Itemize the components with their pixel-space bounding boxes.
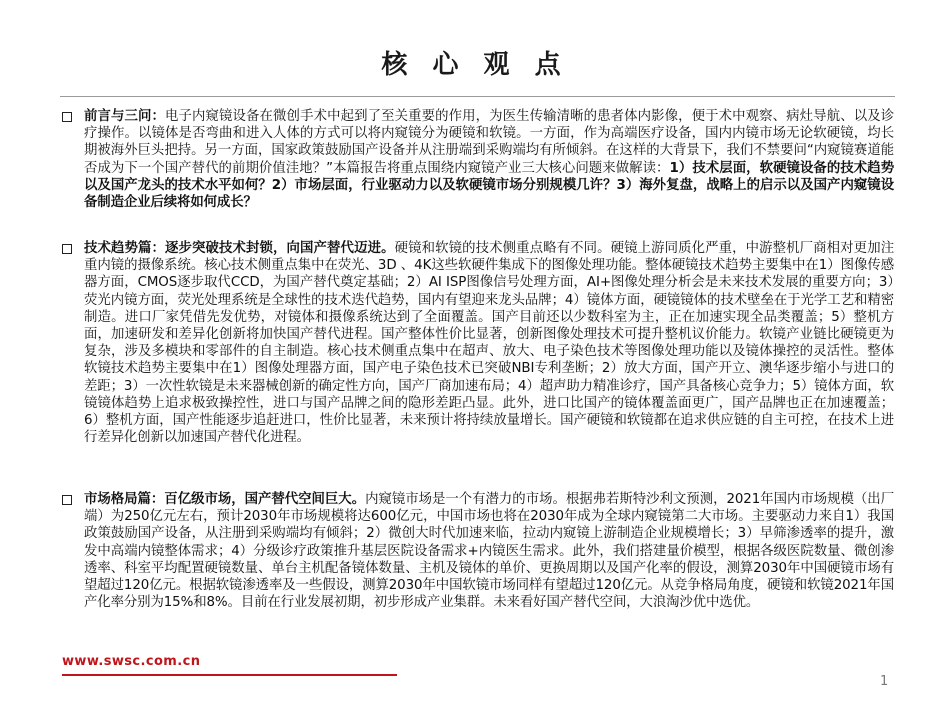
section-body-text: 电子内窥镜设备在微创手术中起到了至关重要的作用，为医生传输清晰的患者体内影像，便于术中观察、病灶导航、以及诊疗操作。以镜体是否弯曲和进入人体的方式可以将内窥镜分为硬镜和软镜。一方面，作为高端医疗设备，国内内镜市场无论软硬镜，均长期被海外巨头把持。另一方面，国家政策鼓励国产设备并从注册端到采购端均有所倾斜。在这样的大背景下，我们不禁要问“内窥镜赛道能否成为下一个国产替代的前期价值洼地？”本篇报告将重点围绕内窥镜产业三大核心问题来做解读： [84, 109, 894, 176]
footer-divider [62, 674, 397, 676]
bullet-square-icon [62, 244, 72, 254]
section-lead: 前言与三问： [84, 109, 166, 124]
section-preface [62, 108, 894, 211]
section-body-text: 内窥镜市场是一个有潜力的市场。根据弗若斯特沙利文预测，2021年国内市场规模（出厂端）为250亿元左右，预计2030年市场规模将达600亿元，中国市场也将在2030年成为全球内窥镜第二大市场。主要驱动力来自1）我国政策鼓励国产设备，从注册到采购端均有倾斜；2）微创大时代加速来临，拉动内窥镜上游制造企业规模增长；3）早筛渗透率的提升，激发中高端内镜整体需求；4）分级诊疗政策推升基层医院设备需求+内镜医生需求。此外，我们搭建量价模型，根据各级医院数量、微创渗透率、科室平均配置硬镜数量、单台主机配备镜体数量、主机及镜体的单价、更换周期以及国产化率的假设，测算2030年中国硬镜市场有望超过120亿元。根据软镜渗透率及一些假设，测算2030年中国软镜市场同样有望超过120亿元。从竞争格局角度，硬镜和软镜2021年国产化率分别为15%和8%。目前在行业发展初期，初步形成产业集群。未来看好国产替代空间，大浪淘沙优中选优。 [84, 492, 894, 611]
section-market-landscape [62, 491, 894, 611]
bullet-square-icon [62, 495, 72, 505]
section-body-text: 硬镜和软镜的技术侧重点略有不同。硬镜上游同质化严重，中游整机厂商相对更加注重内镜的摄像系统。核心技术侧重点集中在荧光、3D 、4K这些软硬件集成下的图像处理功能。整体硬镜技术趋势主要集中在1）图像传感器方面，CMOS逐步取代CCD，为国产替代奠定基础；2）AI ISP图像信号处理方面，AI+图像处理分析会是未来技术发展的重要方向；3）荧光内镜方面，荧光处理系统是全球性的技术迭代趋势，国内有望迎来龙头品牌；4）镜体方面，硬镜镜体的技术壁垒在于光学工艺和精密制造。进口厂家凭借先发优势，对镜体和摄像系统达到了全面覆盖。国产目前还以少数科室为主，正在加速实现全品类覆盖；5）整机方面，加速研发和差异化创新将加快国产替代进程。国产整体性价比显著，创新图像处理技术可提升整机议价能力。软镜产业链比硬镜更为复杂，涉及多模块和零部件的自主制造。核心技术侧重点集中在超声、放大、电子染色技术等图像处理功能以及镜体操控的灵活性。整体软镜技术趋势主要集中在1）图像处理器方面，国产电子染色技术已突破NBI专利垄断；2）放大方面，国产开立、澳华逐步缩小与进口的差距；3）一次性软镜是未来器械创新的确定性方向，国产厂商加速布局；4）超声助力精准诊疗，国产具备核心竞争力；5）镜体方面，软镜镜体趋势上追求极致操控性，进口与国产品牌之间的隐形差距凸显。此外，进口比国产的镜体覆盖面更广，国产品牌也正在加速覆盖；6）整机方面，国产性能逐步追赶进口，性价比显著，未来预计将持续放量增长。国产硬镜和软镜都在追求供应链的自主可控，在技术上进行差异化创新以加速国产替代化进程。 [84, 241, 894, 446]
page-title: 核 心 观 点 [381, 50, 569, 80]
section-lead: 技术趋势篇：逐步突破技术封锁，向国产替代迈进。 [84, 241, 395, 256]
bullet-square-icon [62, 112, 72, 122]
title-divider [60, 96, 895, 97]
section-text [84, 240, 894, 446]
section-text [84, 491, 894, 611]
section-key-questions: 1）技术层面，软硬镜设备的技术趋势以及国产龙头的技术水平如何？2）市场层面，行业驱动力以及软硬镜市场分别规模几许？3）海外复盘，战略上的启示以及国产内窥镜设备制造企业后续将如何成长？ [84, 160, 894, 211]
section-lead: 市场格局篇：百亿级市场，国产替代空间巨大。 [84, 492, 366, 507]
footer-website-link[interactable]: www.swsc.com.cn [62, 654, 201, 669]
page-number: 1 [880, 674, 889, 689]
section-tech-trends [62, 240, 894, 446]
section-text [84, 108, 894, 211]
